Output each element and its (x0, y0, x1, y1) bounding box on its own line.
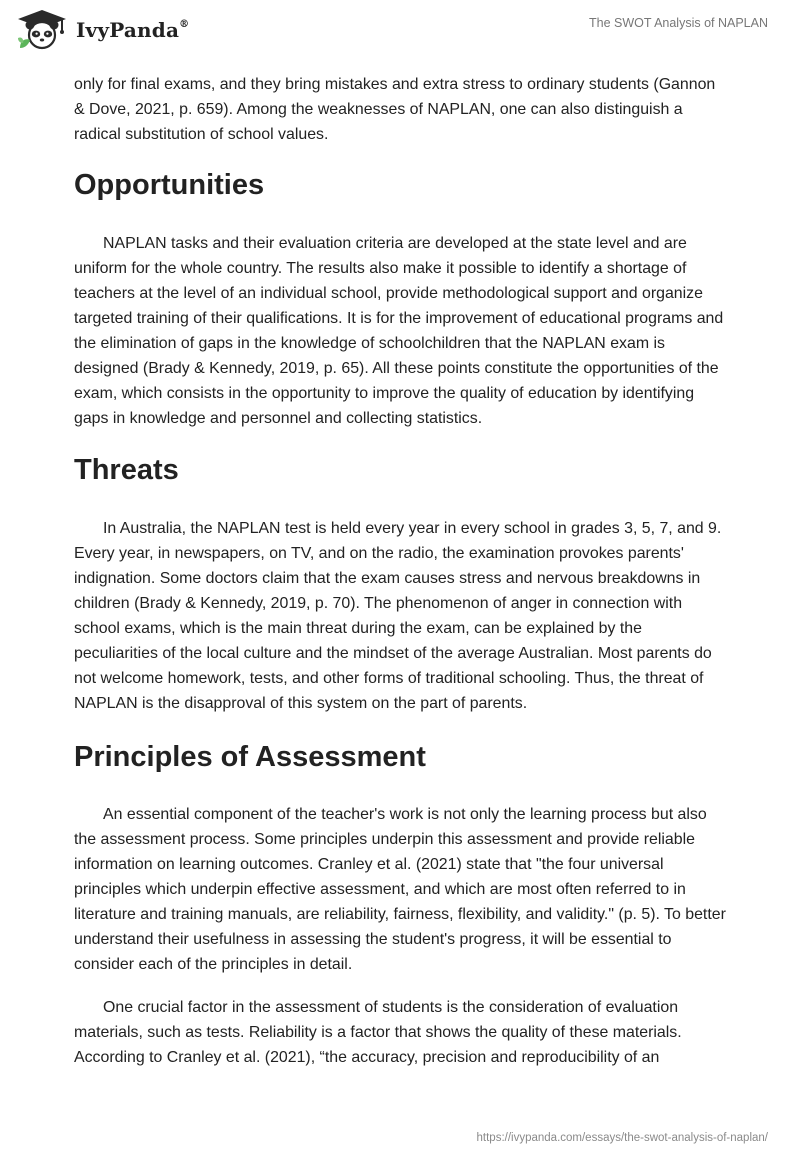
threats-paragraph: In Australia, the NAPLAN test is held every year in every school in grades 3, 5, 7, and 9. Every year, in newspapers, on TV, and on the radio, the examination provokes parents' indignation. Some doctors claim that the exam causes stress and nervous breakdowns in children (Brady & Kennedy, 2019, p. 70). The phenomenon of anger in connection with school exams, which is the main threat during the exam, can be explained by the peculiarities of the local culture and the mindset of the average Australian. Most parents do not welcome homework, tests, and other forms of traditional schooling. Thus, the threat of NAPLAN is the disapproval of this system on the part of parents. (74, 520, 722, 712)
page-header (0, 0, 800, 70)
intro-continuation-paragraph: only for final exams, and they bring mistakes and extra stress to ordinary students (Gannon & Dove, 2021, p. 659). Among the weaknesses of NAPLAN, one can also distinguish a radical substitution of school values. (74, 76, 716, 143)
source-url[interactable]: https://ivypanda.com/essays/the-swot-analysis-of-naplan/ (476, 1132, 768, 1144)
threats-heading: Threats (74, 454, 179, 486)
opportunities-heading: Opportunities (74, 169, 265, 201)
ivypanda-logo[interactable] (14, 8, 189, 52)
principles-heading: Principles of Assessment (74, 741, 426, 773)
logo-name: IvyPanda (76, 18, 180, 42)
registered-mark: ® (179, 19, 190, 31)
article-body (74, 72, 730, 1070)
opportunities-paragraph: NAPLAN tasks and their evaluation criteria are developed at the state level and are uniform for the whole country. The results also make it possible to identify a shortage of teachers at the level of an individual school, provide methodological support and organize targeted training of their qualifications. It is for the improvement of educational programs and the elimination of gaps in the knowledge of schoolchildren that the NAPLAN exam is designed (Brady & Kennedy, 2019, p. 65). All these points constitute the opportunities of the exam, which consists in the opportunity to improve the quality of education by identifying gaps in knowledge and personnel and collecting statistics. (74, 235, 724, 427)
principles-paragraph-1: An essential component of the teacher's work is not only the learning process but also the assessment process. Some principles underpin this assessment and provide reliable information on learning outcomes. Cranley et al. (2021) state that "the four universal principles which underpin effective assessment, and which are most often referred to in literature and training manuals, are reliability, fairness, flexibility, and validity." (p. 5). To better understand their usefulness in assessing the student's progress, it will be essential to consider each of the principles in detail. (74, 806, 726, 973)
logo-wordmark (76, 18, 189, 42)
principles-paragraph-2: One crucial factor in the assessment of students is the consideration of evaluation materials, such as tests. Reliability is a factor that shows the quality of these materials. According to Cranley et al. (2021), “the accuracy, precision and reproducibility of an (74, 999, 682, 1066)
document-title: The SWOT Analysis of NAPLAN (589, 16, 768, 30)
panda-graduate-icon (14, 8, 70, 52)
